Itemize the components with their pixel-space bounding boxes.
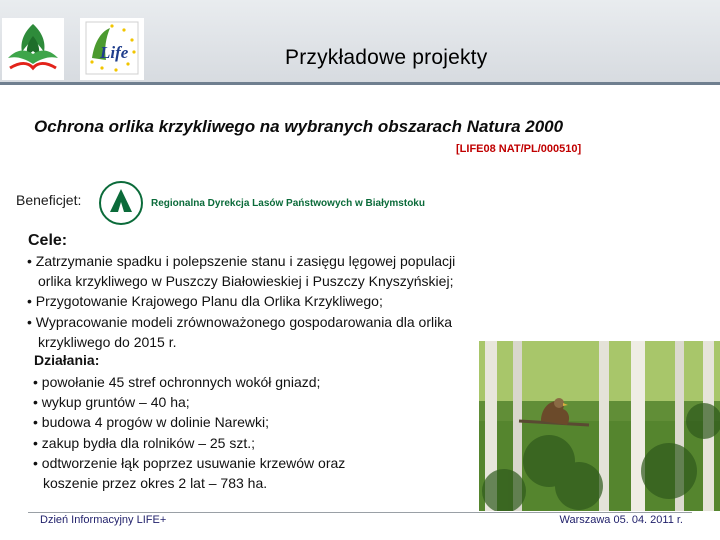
action-line: • budowa 4 progów w dolinie Narewki;: [33, 414, 270, 431]
action-line: • powołanie 45 stref ochronnych wokół gniazd;: [33, 374, 321, 390]
action-line: koszenie przez okres 2 lat – 783 ha.: [43, 475, 268, 492]
actions-list: [33, 372, 453, 493]
goal-line: • Zatrzymanie spadku i polepszenie stanu i zasięgu lęgowej populacji: [27, 253, 456, 269]
footer-divider: [28, 512, 692, 513]
action-line: • odtworzenie łąk poprzez usuwanie krzewów oraz: [33, 454, 346, 471]
page-title: Przykładowe projekty: [285, 46, 488, 69]
goals-heading: Cele:: [28, 232, 68, 249]
eagle-photo: [479, 341, 720, 511]
goal-line: • Wypracowanie modeli zrównoważonego gospodarowania dla orlika: [27, 313, 453, 330]
goal-line: krzykliwego do 2015 r.: [38, 333, 177, 350]
goals-list: [27, 251, 547, 352]
actions-heading: Działania:: [34, 352, 100, 368]
action-line: • zakup bydła dla rolników – 25 szt.;: [33, 434, 256, 451]
list-item: [27, 312, 547, 352]
natura-2000-icon: [2, 18, 64, 80]
list-item: [27, 251, 547, 291]
list-item: [33, 412, 453, 432]
list-item: [27, 291, 547, 311]
list-item: [33, 392, 453, 412]
list-item: [33, 453, 453, 493]
header-divider: [0, 82, 720, 85]
lasy-panstwowe-logo: [98, 180, 144, 226]
footer-date: Warszawa 05. 04. 2011 r.: [559, 514, 683, 526]
life-eu-icon: [80, 18, 144, 80]
goal-line: orlika krzykliwego w Puszczy Białowieskiej i Puszczy Knyszyńskiej;: [38, 273, 454, 290]
list-item: [33, 372, 453, 392]
project-code: [LIFE08 NAT/PL/000510]: [456, 143, 582, 155]
svg-text:Life: Life: [100, 43, 129, 62]
beneficiary-label: Beneficjet:: [16, 192, 82, 208]
project-title: Ochrona orlika krzykliwego na wybranych obszarach Natura 2000: [34, 117, 564, 136]
goal-line: • Przygotowanie Krajowego Planu dla Orlika Krzykliwego;: [27, 293, 383, 310]
footer-event: Dzień Informacyjny LIFE+: [40, 514, 167, 526]
action-line: • wykup gruntów – 40 ha;: [33, 394, 190, 411]
beneficiary-name: Regionalna Dyrekcja Lasów Państwowych w Białymstoku: [151, 198, 425, 209]
list-item: [33, 433, 453, 453]
